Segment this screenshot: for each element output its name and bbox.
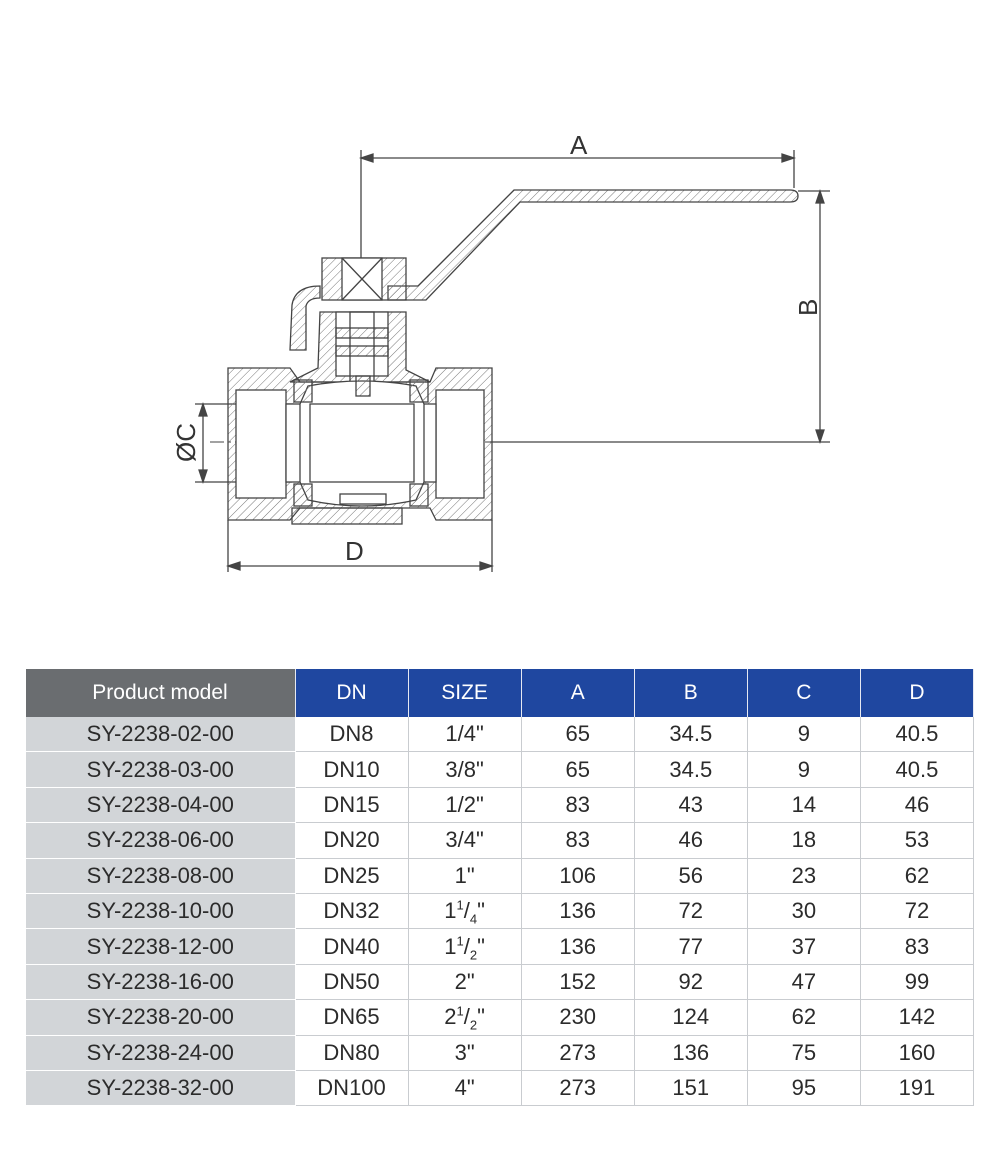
cell-size: [408, 858, 521, 893]
cell-b: 136: [634, 1035, 747, 1070]
cell-size: [408, 823, 521, 858]
cell-dn: DN20: [295, 823, 408, 858]
cell-a: 83: [521, 787, 634, 822]
lever-handle: [388, 190, 798, 300]
cell-d: 40.5: [860, 752, 973, 787]
size-text: 2": [454, 968, 475, 994]
cell-a: 273: [521, 1070, 634, 1105]
cell-b: 46: [634, 823, 747, 858]
dim-b-label: B: [793, 298, 823, 316]
header-b: B: [634, 669, 747, 717]
size-whole: 1: [444, 933, 457, 959]
cell-dn: DN100: [295, 1070, 408, 1105]
cell-a: 65: [521, 752, 634, 787]
size-text: 3/4": [445, 827, 484, 853]
cell-c: 9: [747, 752, 860, 787]
header-product-model: Product model: [26, 669, 296, 717]
cell-d: 46: [860, 787, 973, 822]
size-numerator: 1: [456, 1003, 464, 1019]
cell-c: 14: [747, 787, 860, 822]
cell-b: 77: [634, 929, 747, 964]
table-row: [26, 1070, 974, 1105]
size-text: 1": [454, 862, 475, 888]
cell-product-model: SY-2238-10-00: [26, 893, 296, 928]
cell-b: 72: [634, 893, 747, 928]
header-dn: DN: [295, 669, 408, 717]
size-denominator: 2: [469, 946, 478, 962]
cell-product-model: SY-2238-32-00: [26, 1070, 296, 1105]
cell-dn: DN8: [295, 717, 408, 752]
cell-b: 92: [634, 964, 747, 999]
cell-product-model: SY-2238-04-00: [26, 787, 296, 822]
table-row: [26, 929, 974, 964]
cell-d: 62: [860, 858, 973, 893]
cell-product-model: SY-2238-12-00: [26, 929, 296, 964]
header-d: D: [860, 669, 973, 717]
cell-c: 95: [747, 1070, 860, 1105]
cell-d: 99: [860, 964, 973, 999]
table-row: [26, 752, 974, 787]
table-row: [26, 787, 974, 822]
cell-a: 136: [521, 893, 634, 928]
size-slash: /: [463, 933, 470, 959]
table-row: [26, 717, 974, 752]
table-row: [26, 893, 974, 928]
dim-a-label: A: [570, 130, 588, 160]
cell-b: 34.5: [634, 752, 747, 787]
cell-size: [408, 964, 521, 999]
cell-c: 75: [747, 1035, 860, 1070]
header-c: C: [747, 669, 860, 717]
cell-size: [408, 1000, 521, 1035]
table-body: [26, 717, 974, 1106]
table-row: [26, 1000, 974, 1035]
cell-c: 37: [747, 929, 860, 964]
cell-size: [408, 752, 521, 787]
cell-d: 160: [860, 1035, 973, 1070]
cell-d: 83: [860, 929, 973, 964]
cell-b: 151: [634, 1070, 747, 1105]
cell-product-model: SY-2238-06-00: [26, 823, 296, 858]
size-inch-mark: ": [477, 933, 485, 959]
table-row: [26, 858, 974, 893]
cell-a: 273: [521, 1035, 634, 1070]
size-inch-mark: ": [477, 898, 485, 924]
size-denominator: 2: [469, 1017, 478, 1033]
cell-b: 34.5: [634, 717, 747, 752]
cell-dn: DN80: [295, 1035, 408, 1070]
size-text: 3/8": [445, 756, 484, 782]
valve-ball: [300, 381, 424, 506]
cell-dn: DN50: [295, 964, 408, 999]
cell-d: 142: [860, 1000, 973, 1035]
cell-c: 47: [747, 964, 860, 999]
cell-size: [408, 1035, 521, 1070]
size-whole: 1: [444, 898, 457, 924]
cell-size: [408, 787, 521, 822]
cell-dn: DN15: [295, 787, 408, 822]
cell-size: [408, 929, 521, 964]
cell-product-model: SY-2238-16-00: [26, 964, 296, 999]
cell-d: 53: [860, 823, 973, 858]
cell-dn: DN32: [295, 893, 408, 928]
table-row: [26, 823, 974, 858]
size-slash: /: [463, 898, 470, 924]
cell-size: [408, 893, 521, 928]
cell-a: 106: [521, 858, 634, 893]
cell-a: 136: [521, 929, 634, 964]
cell-dn: DN65: [295, 1000, 408, 1035]
cell-b: 124: [634, 1000, 747, 1035]
cell-c: 23: [747, 858, 860, 893]
dim-d-label: D: [345, 536, 364, 566]
cell-a: 65: [521, 717, 634, 752]
cell-product-model: SY-2238-24-00: [26, 1035, 296, 1070]
size-text: 1/4": [445, 721, 484, 747]
dim-c-label: ØC: [171, 423, 201, 462]
cell-c: 9: [747, 717, 860, 752]
cell-size: [408, 717, 521, 752]
header-a: A: [521, 669, 634, 717]
table-header-row: [26, 669, 974, 717]
cell-dn: DN40: [295, 929, 408, 964]
cell-b: 43: [634, 787, 747, 822]
size-numerator: 1: [456, 933, 464, 949]
cell-product-model: SY-2238-02-00: [26, 717, 296, 752]
size-text: 1/2": [445, 791, 484, 817]
cell-d: 40.5: [860, 717, 973, 752]
cell-size: [408, 1070, 521, 1105]
cell-product-model: SY-2238-03-00: [26, 752, 296, 787]
table-row: [26, 1035, 974, 1070]
cell-a: 152: [521, 964, 634, 999]
cell-dn: DN25: [295, 858, 408, 893]
size-text: 4": [454, 1075, 475, 1101]
cell-b: 56: [634, 858, 747, 893]
cell-product-model: SY-2238-08-00: [26, 858, 296, 893]
size-whole: 2: [444, 1004, 457, 1030]
spec-table: [25, 669, 974, 1106]
size-text: 3": [454, 1039, 475, 1065]
size-denominator: 4: [469, 911, 478, 927]
cell-d: 191: [860, 1070, 973, 1105]
cell-c: 18: [747, 823, 860, 858]
cell-c: 30: [747, 893, 860, 928]
cell-d: 72: [860, 893, 973, 928]
cell-c: 62: [747, 1000, 860, 1035]
cell-a: 230: [521, 1000, 634, 1035]
size-numerator: 1: [456, 897, 464, 913]
header-size: SIZE: [408, 669, 521, 717]
cell-product-model: SY-2238-20-00: [26, 1000, 296, 1035]
cell-dn: DN10: [295, 752, 408, 787]
table-row: [26, 964, 974, 999]
size-inch-mark: ": [477, 1004, 485, 1030]
cell-a: 83: [521, 823, 634, 858]
size-slash: /: [463, 1004, 470, 1030]
